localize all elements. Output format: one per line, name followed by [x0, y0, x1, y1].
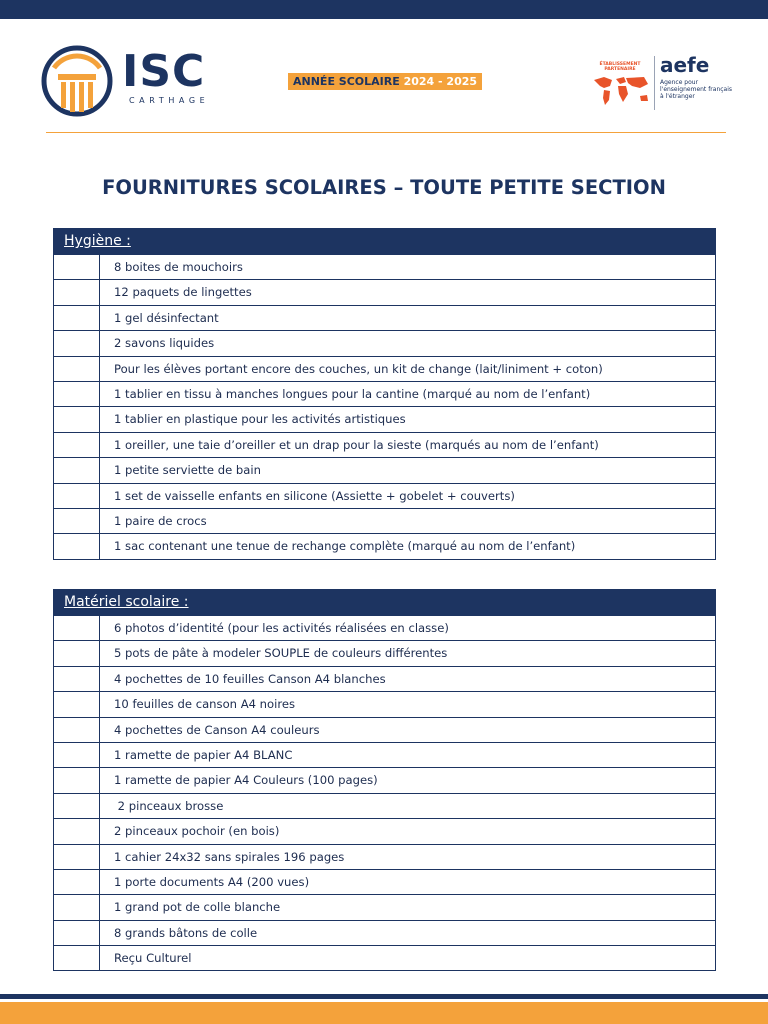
item-text: 1 porte documents A4 (200 vues)	[114, 874, 310, 889]
world-map-icon	[590, 74, 652, 108]
checkbox-cell	[54, 870, 100, 894]
aefe-name: aefe	[660, 53, 710, 77]
item-text: 1 gel désinfectant	[114, 310, 219, 325]
page-title: FOURNITURES SCOLAIRES – TOUTE PETITE SECTION	[102, 176, 666, 199]
item-text: 1 tablier en tissu à manches longues pour la cantine (marqué au nom de l’enfant)	[114, 386, 591, 401]
checkbox-cell	[54, 641, 100, 665]
section-header	[53, 589, 716, 616]
list-item	[54, 718, 715, 743]
checkbox-cell	[54, 458, 100, 482]
checkbox-cell	[54, 433, 100, 457]
item-text: 1 paire de crocs	[114, 513, 207, 528]
list-item	[54, 484, 715, 509]
checkbox-cell	[54, 768, 100, 792]
checkbox-cell	[54, 357, 100, 381]
section-heading: Hygiène :	[64, 233, 131, 249]
checkbox-cell	[54, 331, 100, 355]
item-list	[53, 255, 716, 560]
item-text: 10 feuilles de canson A4 noires	[114, 697, 296, 712]
checkbox-cell	[54, 845, 100, 869]
item-text: 1 sac contenant une tenue de rechange complète (marqué au nom de l’enfant)	[114, 539, 576, 554]
section-materiel-scolaire	[53, 589, 716, 971]
checkbox-cell	[54, 484, 100, 508]
list-item	[54, 255, 715, 280]
checkbox-cell	[54, 667, 100, 691]
item-text: 1 cahier 24x32 sans spirales 196 pages	[114, 849, 345, 864]
checkbox-cell	[54, 280, 100, 304]
item-text: 1 tablier en plastique pour les activités artistiques	[114, 412, 406, 427]
checkbox-cell	[54, 743, 100, 767]
list-item	[54, 667, 715, 692]
header-divider	[46, 132, 726, 133]
list-item	[54, 433, 715, 458]
checkbox-cell	[54, 819, 100, 843]
footer-bar-orange	[0, 1002, 768, 1024]
list-item	[54, 870, 715, 895]
aefe-description: Agence pour l'enseignement français à l'étranger	[660, 79, 733, 100]
list-item	[54, 692, 715, 717]
aefe-divider	[654, 56, 655, 110]
list-item	[54, 534, 715, 559]
list-item	[54, 331, 715, 356]
item-text: 1 oreiller, une taie d’oreiller et un drap pour la sieste (marqués au nom de l’enfant)	[114, 437, 599, 452]
checkbox-cell	[54, 509, 100, 533]
school-year-badge	[288, 73, 482, 90]
item-text: 8 boites de mouchoirs	[114, 260, 243, 274]
logo-subtext: CARTHAGE	[129, 96, 210, 105]
footer-bar-navy	[0, 994, 768, 999]
checkbox-cell	[54, 382, 100, 406]
checkbox-cell	[54, 794, 100, 818]
list-item	[54, 509, 715, 534]
list-item	[54, 280, 715, 305]
list-item	[54, 357, 715, 382]
item-text: 4 pochettes de 10 feuilles Canson A4 blanches	[114, 671, 386, 686]
list-item	[54, 616, 715, 641]
header	[40, 40, 733, 120]
list-item	[54, 921, 715, 946]
list-item	[54, 794, 715, 819]
column-emblem-icon	[40, 44, 114, 118]
item-text: Reçu Culturel	[114, 951, 192, 966]
item-text: 1 ramette de papier A4 Couleurs (100 pages)	[114, 773, 378, 788]
school-year-label: ANNÉE SCOLAIRE	[293, 75, 400, 88]
item-list	[53, 616, 716, 971]
checkbox-cell	[54, 616, 100, 640]
checkbox-cell	[54, 407, 100, 431]
item-text: 1 set de vaisselle enfants en silicone (Assiette + gobelet + couverts)	[114, 488, 515, 503]
item-text: 4 pochettes de Canson A4 couleurs	[114, 722, 320, 737]
list-item	[54, 382, 715, 407]
list-item	[54, 946, 715, 971]
section-hygiene	[53, 228, 716, 560]
item-text: 1 grand pot de colle blanche	[114, 900, 281, 915]
section-heading: Matériel scolaire :	[64, 594, 189, 610]
checkbox-cell	[54, 718, 100, 742]
list-item	[54, 458, 715, 483]
checkbox-cell	[54, 255, 100, 279]
item-text: Pour les élèves portant encore des couches, un kit de change (lait/liniment + coton)	[114, 361, 603, 376]
list-item	[54, 768, 715, 793]
item-text: 8 grands bâtons de colle	[114, 925, 258, 940]
checkbox-cell	[54, 895, 100, 919]
item-text: 1 ramette de papier A4 BLANC	[114, 747, 293, 762]
school-year-value: 2024 - 2025	[403, 75, 478, 88]
item-text: 2 pinceaux pochoir (en bois)	[114, 824, 280, 839]
checkbox-cell	[54, 306, 100, 330]
list-item	[54, 641, 715, 666]
item-text: 12 paquets de lingettes	[114, 285, 252, 300]
top-bar	[0, 0, 768, 19]
list-item	[54, 743, 715, 768]
item-text: 2 pinceaux brosse	[114, 798, 224, 813]
list-item	[54, 895, 715, 920]
section-header	[53, 228, 716, 255]
list-item	[54, 819, 715, 844]
checkbox-cell	[54, 946, 100, 970]
item-text: 5 pots de pâte à modeler SOUPLE de couleurs différentes	[114, 646, 448, 661]
aefe-logo	[588, 54, 733, 110]
item-text: 1 petite serviette de bain	[114, 463, 261, 478]
list-item	[54, 407, 715, 432]
list-item	[54, 306, 715, 331]
item-text: 6 photos d’identité (pour les activités réalisées en classe)	[114, 621, 449, 635]
item-text: 2 savons liquides	[114, 336, 215, 351]
list-item	[54, 845, 715, 870]
checkbox-cell	[54, 921, 100, 945]
logo-wordmark: ISC	[122, 46, 206, 97]
isc-logo	[40, 44, 220, 116]
checkbox-cell	[54, 692, 100, 716]
aefe-partner-label: ÉTABLISSEMENT PARTENAIRE	[599, 62, 641, 72]
checkbox-cell	[54, 534, 100, 558]
